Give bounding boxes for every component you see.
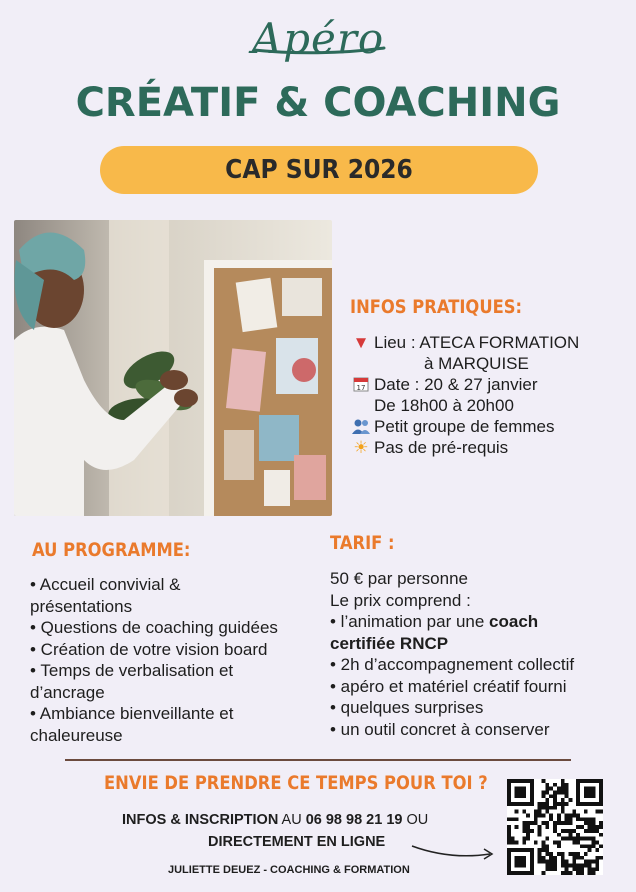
main-title: CRÉATIF & COACHING	[75, 80, 561, 126]
list-item: • Accueil convivial &	[30, 575, 181, 594]
tarif-title: TARIF :	[330, 532, 395, 554]
qr-code-icon[interactable]	[507, 779, 603, 875]
footer-credit: JULIETTE DEUEZ - COACHING & FORMATION	[168, 864, 410, 876]
list-item: • Création de votre vision board	[30, 639, 268, 659]
info-lieu-2: à MARQUISE	[424, 354, 529, 373]
arrow-icon	[410, 842, 496, 867]
inscription-line: INFOS & INSCRIPTION AU 06 98 98 21 19 OU	[122, 812, 429, 828]
infos-block	[352, 332, 579, 458]
list-item: • un outil concret à conserver	[330, 719, 550, 739]
cta-question: ENVIE DE PRENDRE CE TEMPS POUR TOI ?	[104, 772, 488, 794]
pin-icon: ▼	[352, 333, 370, 352]
tarif-animation: • l’animation par une coach	[330, 612, 539, 631]
tagline-text: CAP SUR 2026	[225, 155, 413, 185]
list-item: • Ambiance bienveillante et	[30, 704, 234, 723]
tarif-certification: certifiée RNCP	[330, 633, 449, 653]
calendar-icon	[352, 374, 370, 395]
programme-title: AU PROGRAMME:	[32, 539, 191, 561]
info-lieu: ▼ Lieu : ATECA FORMATION	[352, 333, 580, 352]
phone-number[interactable]: 06 98 98 21 19	[305, 812, 403, 828]
list-item: • quelques surprises	[330, 698, 484, 717]
list-item: • apéro et matériel créatif fourni	[330, 676, 567, 696]
hero-photo	[14, 220, 332, 516]
list-item: • Questions de coaching guidées	[30, 618, 278, 637]
people-icon	[352, 416, 370, 437]
list-item: d’ancrage	[30, 682, 105, 702]
title-swoosh-icon	[252, 44, 386, 56]
script-title: Apéro	[251, 14, 385, 63]
online-inscription[interactable]: DIRECTEMENT EN LIGNE	[208, 834, 386, 850]
tagline-banner	[100, 146, 538, 194]
list-item: • Temps de verbalisation et	[30, 661, 234, 680]
tarif-intro: Le prix comprend :	[330, 590, 471, 610]
sun-icon: ☀	[353, 438, 369, 457]
svg-text:17: 17	[356, 384, 366, 392]
tarif-price: 50 € par personne	[330, 569, 468, 588]
infos-title: INFOS PRATIQUES:	[350, 296, 523, 318]
info-prerequis: ☀ Pas de pré-requis	[353, 438, 509, 457]
info-date: 17 Date : 20 & 27 janvier	[352, 374, 579, 395]
programme-list	[30, 574, 278, 746]
section-divider	[65, 759, 571, 761]
tarif-list	[330, 568, 574, 740]
list-item: présentations	[30, 596, 133, 616]
list-item: • 2h d’accompagnement collectif	[330, 655, 575, 674]
info-horaire: De 18h00 à 20h00	[374, 396, 514, 415]
info-groupe: Petit groupe de femmes	[352, 416, 579, 437]
photo-illustration	[14, 220, 332, 516]
list-item: chaleureuse	[30, 725, 123, 745]
